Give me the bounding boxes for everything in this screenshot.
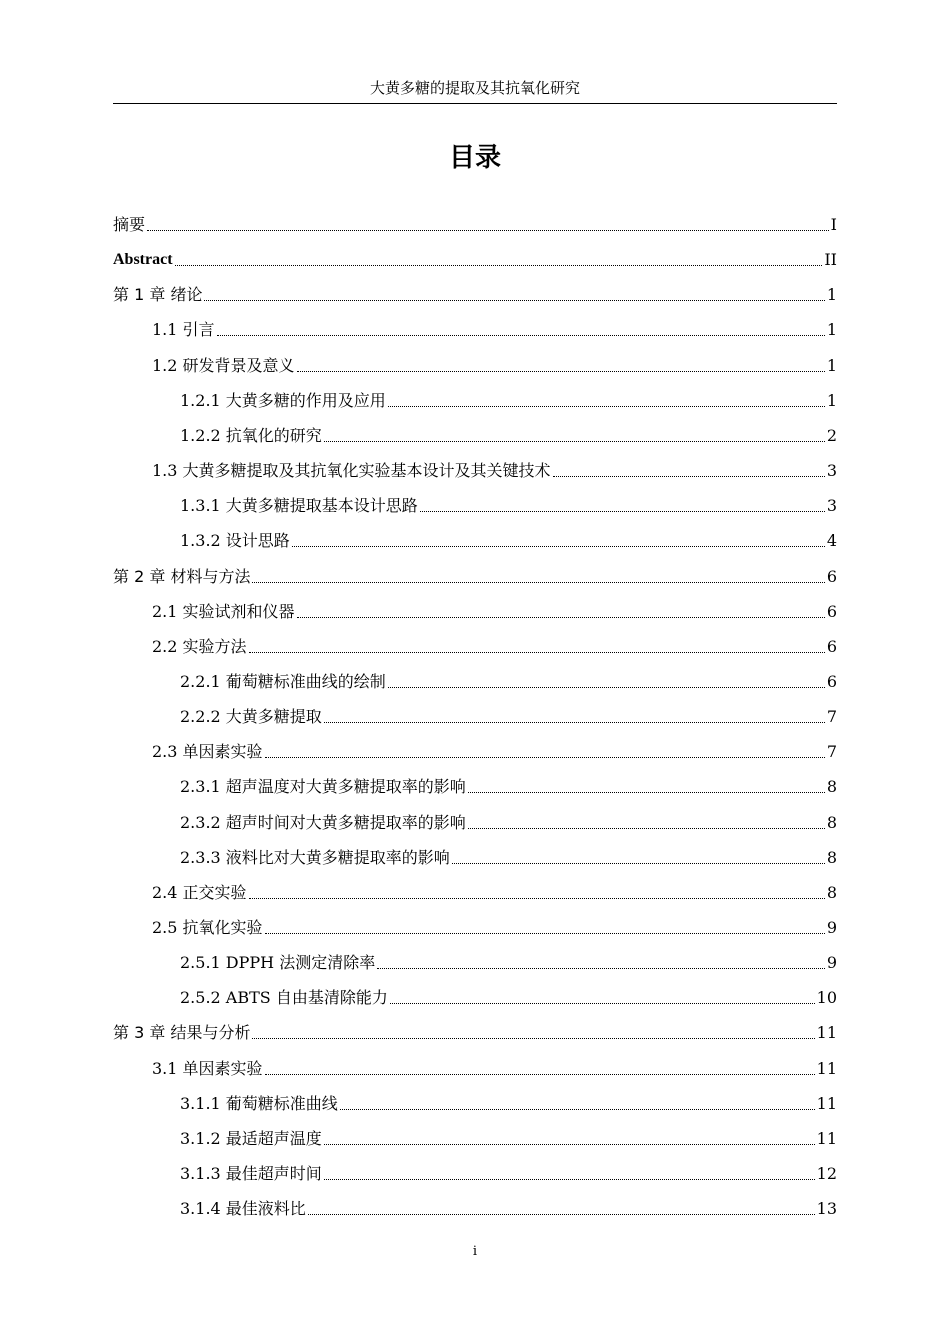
toc-dot-leader [297, 617, 825, 618]
toc-dot-leader [252, 582, 824, 583]
toc-entry-2[interactable] [113, 240, 837, 270]
toc-entry-page-number: 6 [826, 636, 837, 656]
toc-entry-label: 2.3.1 超声温度对大黄多糖提取率的影响 [180, 777, 466, 797]
toc-entry-label: 3.1.3 最佳超声时间 [180, 1164, 322, 1184]
toc-dot-leader [324, 1179, 815, 1180]
toc-entry-16[interactable] [152, 732, 837, 762]
toc-entry-label: 1.3.1 大黄多糖提取基本设计思路 [180, 496, 418, 516]
toc-dot-leader [324, 722, 825, 723]
toc-dot-leader [204, 300, 824, 301]
toc-dot-leader [468, 828, 825, 829]
toc-entry-8[interactable] [152, 451, 837, 481]
toc-dot-leader [377, 968, 825, 969]
toc-entry-6[interactable] [180, 381, 837, 411]
toc-entry-page-number: 6 [826, 671, 837, 691]
toc-entry-label: 2.3.2 超声时间对大黄多糖提取率的影响 [180, 812, 466, 832]
toc-entry-page-number: 10 [816, 988, 837, 1008]
toc-entry-11[interactable] [113, 557, 837, 587]
toc-dot-leader [388, 687, 825, 688]
toc-entry-label: 1.1 引言 [152, 320, 215, 340]
toc-entry-5[interactable] [152, 346, 837, 376]
toc-entry-19[interactable] [180, 838, 837, 868]
toc-entry-page-number: 1 [826, 355, 837, 375]
toc-entry-page-number: 8 [826, 812, 837, 832]
toc-dot-leader [452, 863, 825, 864]
toc-dot-leader [175, 265, 823, 266]
toc-entry-page-number: 8 [826, 847, 837, 867]
toc-dot-leader [249, 898, 825, 899]
toc-entry-label: 2.2 实验方法 [152, 636, 247, 656]
toc-entry-12[interactable] [152, 592, 837, 622]
toc-entry-label: 1.2.1 大黄多糖的作用及应用 [180, 390, 386, 410]
toc-entry-page-number: 1 [826, 285, 837, 305]
toc-entry-page-number: 6 [826, 566, 837, 586]
toc-dot-leader [324, 441, 825, 442]
toc-entry-label: 2.5 抗氧化实验 [152, 918, 263, 937]
toc-entry-label: 2.2.2 大黄多糖提取 [180, 707, 322, 727]
toc-entry-17[interactable] [180, 767, 837, 797]
toc-entry-label: 第 2 章 材料与方法 [113, 566, 251, 586]
toc-entry-label: 2.3.3 液料比对大黄多糖提取率的影响 [180, 847, 450, 867]
toc-dot-leader [249, 652, 825, 653]
toc-entry-page-number: 1 [826, 320, 837, 340]
toc-entry-label: 1.3.2 设计思路 [180, 531, 290, 551]
toc-entry-23[interactable] [180, 978, 837, 1008]
toc-entry-26[interactable] [180, 1084, 837, 1114]
toc-dot-leader [265, 1074, 815, 1075]
toc-entry-page-number: 6 [826, 601, 837, 621]
toc-dot-leader [292, 546, 825, 547]
toc-entry-label: 3.1 单因素实验 [152, 1058, 263, 1078]
toc-entry-label: 第 3 章 结果与分析 [113, 1023, 251, 1043]
toc-entry-page-number: II [824, 250, 837, 270]
toc-entry-18[interactable] [180, 803, 837, 833]
toc-title: 目录 [448, 143, 501, 173]
toc-entry-label: 3.1.4 最佳液料比 [180, 1199, 306, 1219]
toc-entry-label: 1.2 研发背景及意义 [152, 355, 295, 375]
header-rule [113, 103, 837, 104]
toc-dot-leader [420, 511, 825, 512]
toc-entry-9[interactable] [180, 486, 837, 516]
toc-entry-label: Abstract [113, 251, 173, 269]
toc-entry-label: 3.1.1 葡萄糖标准曲线 [180, 1093, 338, 1113]
toc-entry-page-number: 3 [826, 461, 837, 481]
toc-entry-22[interactable] [180, 943, 837, 973]
toc-entry-25[interactable] [152, 1049, 837, 1079]
toc-entry-page-number: 11 [816, 1128, 837, 1148]
toc-entry-page-number: 8 [826, 882, 837, 902]
running-header: 大黄多糖的提取及其抗氧化研究 [369, 79, 580, 97]
toc-entry-label: 1.3 大黄多糖提取及其抗氧化实验基本设计及其关键技术 [152, 461, 551, 481]
toc-entry-15[interactable] [180, 697, 837, 727]
toc-entry-7[interactable] [180, 416, 837, 446]
toc-entry-28[interactable] [180, 1154, 837, 1184]
toc-dot-leader [553, 476, 825, 477]
toc-dot-leader [265, 933, 825, 934]
toc-entry-label: 2.5.1 DPPH 法测定清除率 [180, 953, 376, 973]
toc-entry-page-number: 11 [816, 1093, 837, 1113]
toc-entry-page-number: 11 [816, 1058, 837, 1078]
toc-dot-leader [388, 406, 825, 407]
toc-entry-page-number: I [830, 215, 837, 234]
toc-entry-page-number: 13 [816, 1199, 837, 1219]
toc-entry-29[interactable] [180, 1189, 837, 1219]
page-number: i [472, 1244, 478, 1259]
toc-entry-page-number: 9 [826, 918, 837, 937]
toc-entry-page-number: 7 [826, 707, 837, 727]
toc-entry-label: 摘要 [113, 215, 146, 234]
toc-entry-label: 3.1.2 最适超声温度 [180, 1128, 322, 1148]
toc-entry-page-number: 4 [826, 531, 837, 551]
toc-entry-21[interactable] [152, 908, 837, 938]
toc-entry-page-number: 1 [826, 390, 837, 410]
toc-dot-leader [265, 757, 825, 758]
toc-entry-page-number: 11 [816, 1023, 837, 1043]
toc-entry-14[interactable] [180, 662, 837, 692]
toc-dot-leader [297, 371, 825, 372]
toc-entry-label: 1.2.2 抗氧化的研究 [180, 425, 322, 445]
toc-dot-leader [390, 1003, 815, 1004]
toc-entry-label: 2.1 实验试剂和仪器 [152, 601, 295, 621]
toc-entry-page-number: 2 [826, 425, 837, 445]
toc-dot-leader [147, 230, 829, 231]
toc-entry-label: 2.2.1 葡萄糖标准曲线的绘制 [180, 671, 386, 691]
toc-entry-page-number: 3 [826, 496, 837, 516]
toc-entry-page-number: 8 [826, 777, 837, 797]
toc-dot-leader [252, 1038, 814, 1039]
toc-entry-24[interactable] [113, 1013, 837, 1043]
toc-entry-label: 2.3 单因素实验 [152, 742, 263, 762]
toc-dot-leader [468, 792, 825, 793]
toc-entry-1[interactable] [113, 205, 837, 235]
toc-entry-27[interactable] [180, 1119, 837, 1149]
toc-entry-label: 第 1 章 绪论 [113, 285, 203, 305]
toc-entry-3[interactable] [113, 275, 837, 305]
toc-dot-leader [324, 1144, 815, 1145]
toc-entry-page-number: 12 [816, 1164, 837, 1184]
toc-entry-label: 2.4 正交实验 [152, 882, 247, 902]
toc-entry-10[interactable] [180, 521, 837, 551]
toc-entry-4[interactable] [152, 310, 837, 340]
toc-dot-leader [340, 1109, 815, 1110]
toc-dot-leader [217, 335, 825, 336]
toc-dot-leader [308, 1214, 815, 1215]
toc-entry-label: 2.5.2 ABTS 自由基清除能力 [180, 988, 388, 1008]
toc-entry-13[interactable] [152, 627, 837, 657]
toc-entry-page-number: 7 [826, 742, 837, 762]
toc-entry-page-number: 9 [826, 953, 837, 973]
toc-entry-20[interactable] [152, 873, 837, 903]
